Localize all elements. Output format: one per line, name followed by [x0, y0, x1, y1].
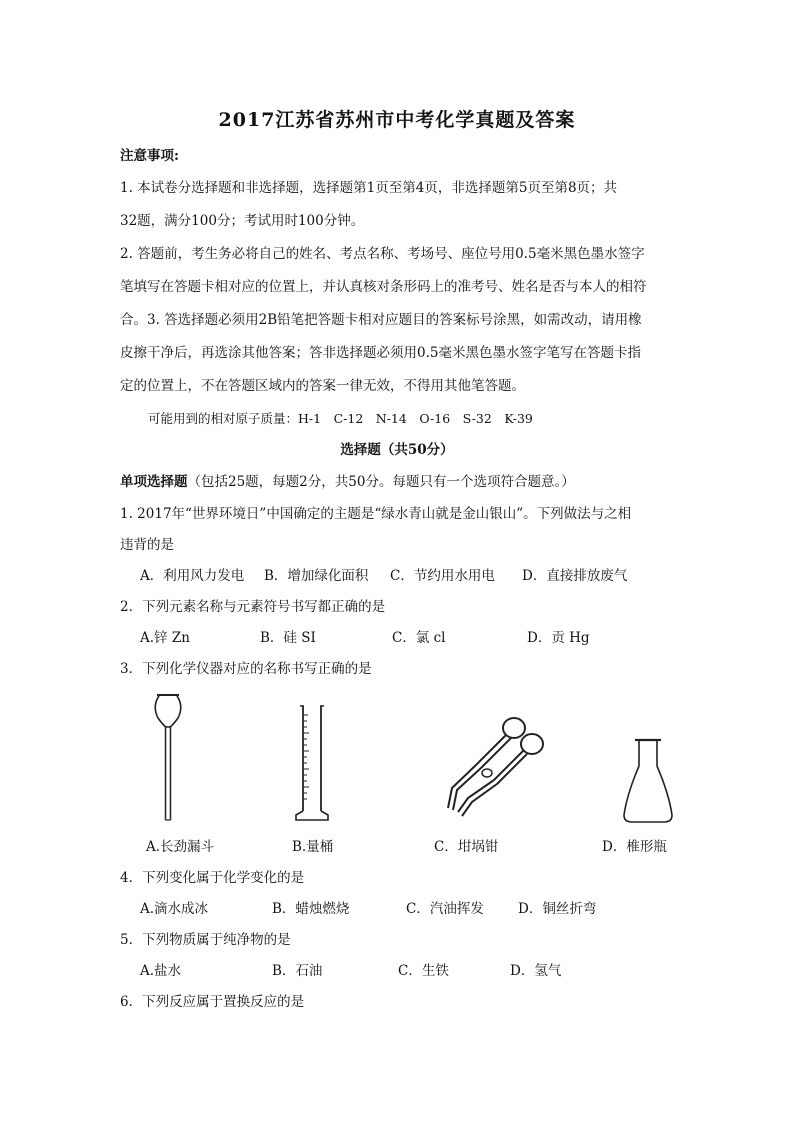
- notes-line: 笔填写在答题卡相对应的位置上，并认真核对条形码上的准考号、姓名是否与本人的相符: [120, 279, 647, 295]
- option-c: C．氯 cl: [392, 630, 446, 646]
- conical-flask-illustration: [620, 736, 676, 826]
- question-stem: 5．下列物质属于纯净物的是: [120, 932, 291, 948]
- option-d: D．椎形瓶: [602, 839, 667, 855]
- option-b: B．蜡烛燃烧: [272, 901, 350, 917]
- instruction-label: 单项选择题: [120, 474, 188, 490]
- long-neck-funnel-illustration: [148, 690, 188, 825]
- question-stem: 1. 2017年“世界环境日”中国确定的主题是“绿水青山就是金山银山”。下列做法与之相: [120, 506, 632, 522]
- option-a: A.锌 Zn: [140, 630, 190, 646]
- option-c: C．坩埚钳: [434, 839, 499, 855]
- option-b: B．硅 SI: [260, 630, 316, 646]
- atomic-masses: 可能用到的相对原子质量：H-1 C-12 N-14 O-16 S-32 K-39: [148, 411, 533, 426]
- option-c: C．节约用水用电: [390, 568, 495, 584]
- crucible-tongs-illustration: [436, 710, 551, 825]
- notes-heading: 注意事项:: [120, 148, 179, 164]
- option-b: B．石油: [272, 963, 323, 979]
- page-title: 2017江苏省苏州市中考化学真题及答案: [218, 109, 576, 131]
- option-d: D．贡 Hg: [527, 630, 590, 646]
- option-d: D．直接排放废气: [522, 568, 628, 584]
- option-b: B．增加绿化面积: [264, 568, 369, 584]
- graduated-cylinder-illustration: [292, 703, 332, 825]
- question-stem: 违背的是: [120, 537, 174, 553]
- option-a: A.盐水: [140, 963, 182, 979]
- notes-line: 定的位置上，不在答题区域内的答案一律无效，不得用其他笔答题。: [120, 378, 525, 394]
- question-stem: 6．下列反应属于置换反应的是: [120, 994, 305, 1010]
- option-a: A．利用风力发电: [140, 568, 245, 584]
- question-stem: 2．下列元素名称与元素符号书写都正确的是: [120, 599, 386, 615]
- notes-line: 1. 本试卷分选择题和非选择题，选择题第1页至第4页，非选择题第5页至第8页；共: [120, 180, 618, 196]
- option-d: D．铜丝折弯: [518, 901, 597, 917]
- option-c: C．汽油挥发: [406, 901, 484, 917]
- option-d: D．氢气: [510, 963, 562, 979]
- option-a: A.滴水成冰: [140, 901, 209, 917]
- notes-line: 合。3. 答选择题必须用2B铅笔把答题卡相对应题目的答案标号涂黑，如需改动，请用橡: [120, 312, 642, 328]
- notes-line: 32题，满分100分；考试用时100分钟。: [120, 213, 365, 229]
- notes-line: 2. 答题前，考生务必将自己的姓名、考点名称、考场号、座位号用0.5毫米黑色墨水签字: [120, 246, 645, 262]
- option-b: B.量桶: [292, 839, 334, 855]
- option-c: C．生铁: [398, 963, 449, 979]
- option-a: A.长劲漏斗: [146, 839, 215, 855]
- question-stem: 3．下列化学仪器对应的名称书写正确的是: [120, 661, 372, 677]
- section-title: 选择题（共50分）: [340, 442, 454, 458]
- section-instruction: [120, 472, 575, 492]
- question-stem: 4．下列变化属于化学变化的是: [120, 870, 305, 886]
- instruction-text: （包括25题，每题2分，共50分。每题只有一个选项符合题意。）: [187, 474, 575, 490]
- notes-line: 皮擦干净后，再选涂其他答案；答非选择题必须用0.5毫米黑色墨水签字笔写在答题卡指: [120, 345, 641, 361]
